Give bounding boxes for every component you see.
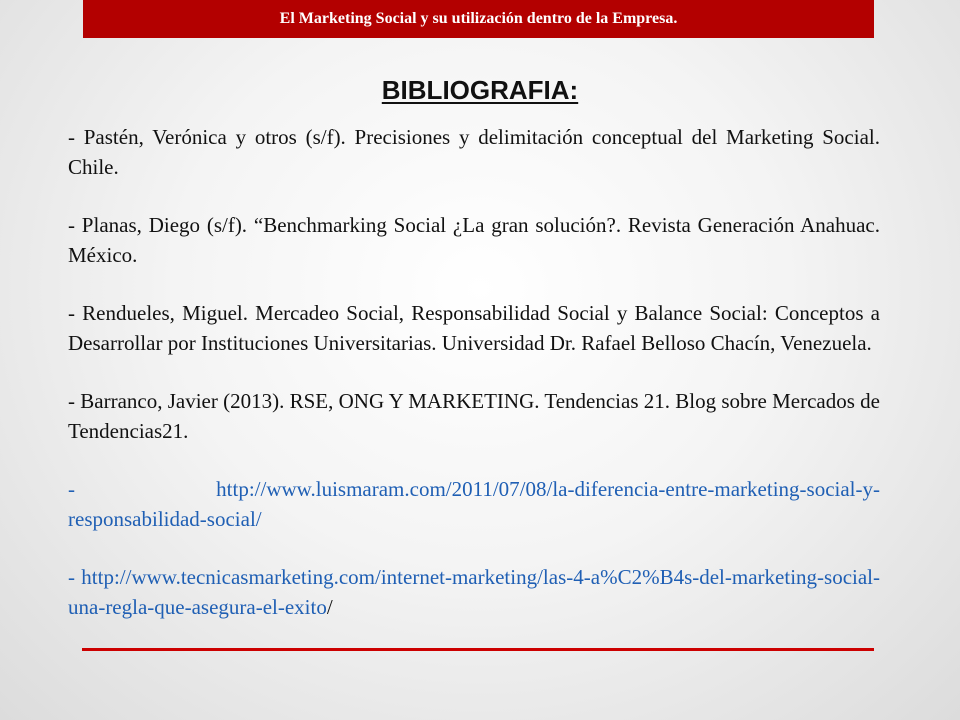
bibliography-heading-wrap	[0, 75, 960, 106]
reference-item: - Barranco, Javier (2013). RSE, ONG Y MARKETING. Tendencias 21. Blog sobre Mercados de Tendencias21.	[68, 389, 880, 443]
reference-link-tail: /	[326, 594, 333, 619]
header-title: El Marketing Social y su utilización dentro de la Empresa.	[279, 10, 678, 27]
reference-link-text[interactable]: - http://www.luismaram.com/2011/07/08/la-diferencia-entre-marketing-social-y-responsabilidad-social/	[68, 477, 880, 531]
references-list	[68, 123, 880, 651]
reference-item: - Pastén, Verónica y otros (s/f). Precisiones y delimitación conceptual del Marketing Social. Chile.	[68, 125, 880, 179]
bottom-divider	[82, 648, 874, 651]
reference-item: - Rendueles, Miguel. Mercadeo Social, Responsabilidad Social y Balance Social: Conceptos a Desarrollar por Instituciones Universitarias. Universidad Dr. Rafael Belloso Chacín, Venezuela.	[68, 301, 880, 355]
header-bar	[83, 0, 874, 38]
bibliography-heading: BIBLIOGRAFIA:	[381, 75, 579, 105]
reference-link[interactable]	[68, 475, 880, 534]
reference-link-text[interactable]: - http://www.tecnicasmarketing.com/internet-marketing/las-4-a%C2%B4s-del-marketing-social-una-regla-que-asegura-el-exito	[68, 565, 880, 619]
reference-link[interactable]	[68, 563, 880, 622]
reference-item: - Planas, Diego (s/f). “Benchmarking Social ¿La gran solución?. Revista Generación Anahuac. México.	[68, 213, 880, 267]
